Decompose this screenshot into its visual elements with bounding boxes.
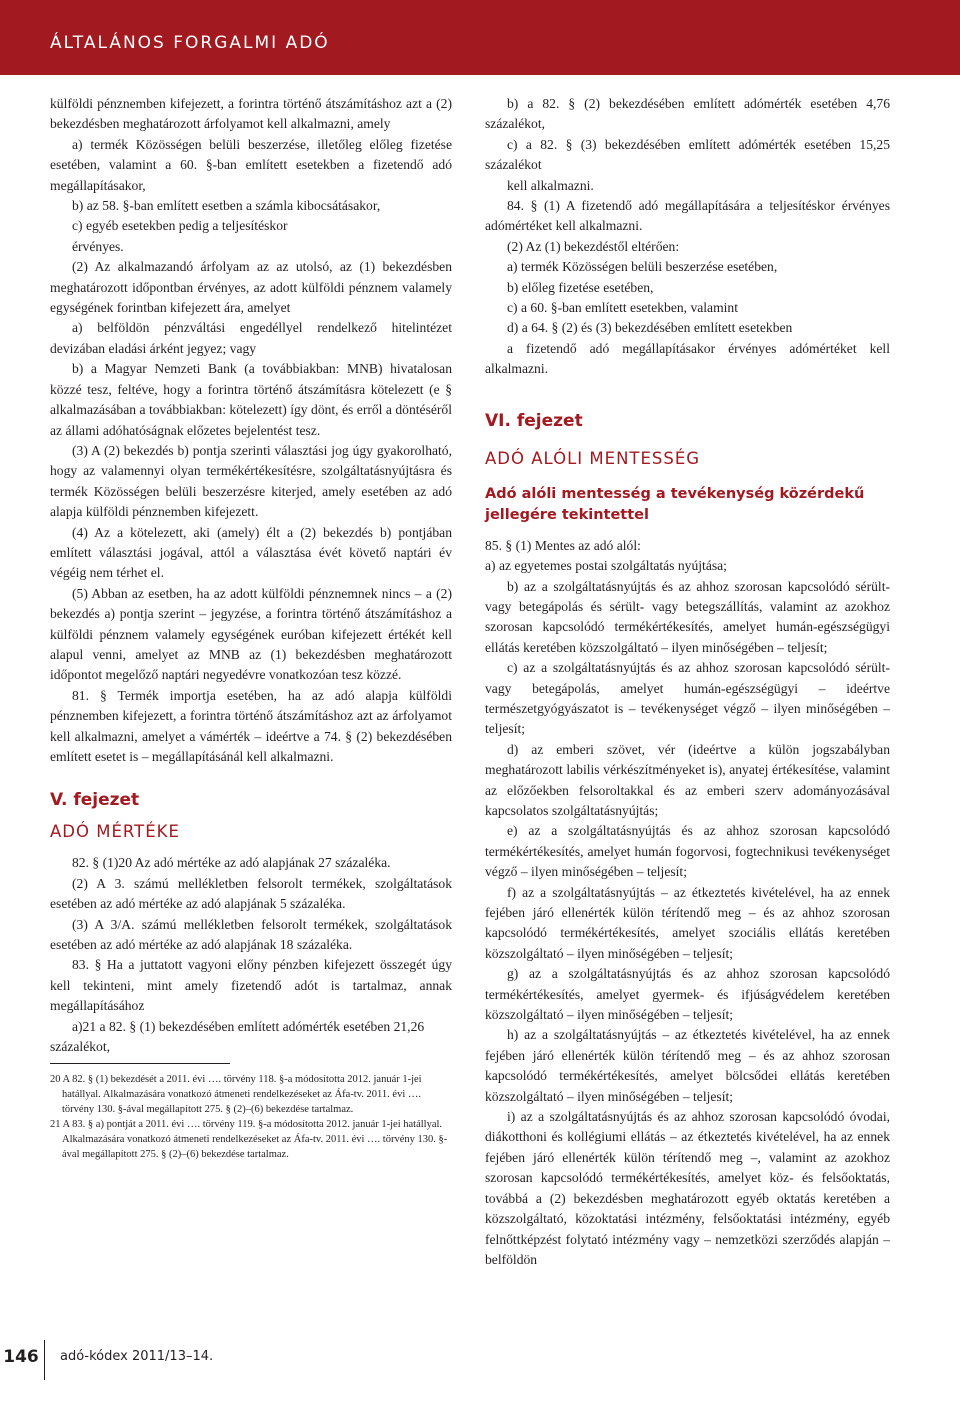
paragraph: b) a 82. § (2) bekezdésében említett adómérték esetében 4,76 százalékot, (485, 96, 890, 132)
paragraph: (2) Az alkalmazandó árfolyam az az utolsó, az (1) bekezdésben meghatározott időpontban érvényes, az adott külföldi pénznem valamely egységének forintban kifejezett ára, amelyet (50, 259, 452, 316)
chapter-heading: V. fejezet (50, 790, 140, 811)
paragraph: a)21 a 82. § (1) bekezdésében említett adómérték esetében 21,26 százalékot, (50, 1018, 425, 1055)
paragraph: (3) A 3/A. számú mellékletben felsorolt termékek, szolgáltatások esetében az adó mértéke az adó alapjának 18 százaléka. (50, 916, 452, 953)
paragraph: érvényes. (72, 238, 124, 254)
footer-divider (44, 1340, 45, 1380)
paragraph: b) előleg fizetése esetében, (507, 279, 654, 295)
section-title: Adó alóli mentesség a tevékenység közérdekű jellegére tekintettel (485, 485, 865, 523)
left-column (50, 94, 452, 1162)
footnote-divider (50, 1063, 230, 1064)
paragraph: e) az a szolgáltatásnyújtás és az ahhoz szorosan kapcsolódó termékértékesítés, amelyet humán fogorvosi, fogtechnikusi tevékenységet végző – ilyen minőségében – teljesít; (485, 823, 890, 880)
paragraph: a) termék Közösségen belüli beszerzése esetében, (507, 259, 778, 275)
paragraph: c) egyéb esetekben pedig a teljesítéskor (72, 218, 288, 234)
paragraph: d) az emberi szövet, vér (ideértve a külön jogszabályban meghatározott labilis vérkészítményeket is), anyatej értékesítése, valamint az előzőekben felsoroltakkal és az emberi szerv adományozásával kapcsolatos szolgáltatásnyújtás; (485, 741, 890, 818)
paragraph: b) a Magyar Nemzeti Bank (a továbbiakban: MNB) hivatalosan közzé tesz, feltéve, hogy a forintra történő átszámításra kötelezett (e § alkalmazásában a továbbiakban: kötelezett) így dönt, és erről a döntéséről az állami adóhatóságnak előzetes bejelentést tesz. (50, 361, 452, 438)
footnote: 21 A 83. § a) pontját a 2011. évi …. törvény 119. §-a módosította 2012. január 1-jei hatállyal. Alkalmazására vonatkozó átmeneti rendelkezéseket az Áfa-tv. 2011. évi …. törvény 130. §-ával megállapított 275. § (2)–(6) bekezdése tartalmaz. (50, 1119, 448, 1161)
running-head-title: ÁLTALÁNOS FORGALMI ADÓ (50, 33, 330, 53)
paragraph: a) belföldön pénzváltási engedéllyel rendelkező hitelintézet devizában eladási árként jegyez; vagy (50, 320, 452, 356)
paragraph: d) a 64. § (2) és (3) bekezdésében említett esetekben (507, 320, 793, 336)
paragraph: 81. § Termék importja esetében, ha az adó alapja külföldi pénznemben kifejezett, a forintra történő átszámításhoz azt az árfolyamot kell alkalmazni, amelyet a vámérték – ideértve a 74. § (2) bekezdésében említett esetet is – megállapításánál kell alkalmazni. (50, 687, 452, 764)
paragraph: b) az a szolgáltatásnyújtás és az ahhoz szorosan kapcsolódó sérült- vagy betegápolás és sérült- vagy betegszállítás, valamint az azokhoz szorosan kapcsolódó termékértékesítés, amelyet humán-egészségügyi ellátás keretében közszolgáltató – ilyen minőségében – teljesít; (485, 578, 890, 655)
paragraph: h) az a szolgáltatásnyújtás – az étkeztetés kivételével, ha az ennek fejében járó ellenérték külön térítendő meg – és az ahhoz szorosan kapcsolódó termékértékesítés, amelyet bölcsődei ellátás keretében közszolgáltató – ilyen minőségében – teljesít; (485, 1027, 890, 1104)
paragraph: (3) A (2) bekezdés b) pontja szerinti választási jog úgy gyakorolható, hogy az valamennyi olyan termékértékesítésre, szolgáltatásnyújtásra és termék Közösségen belüli beszerzésre kiterjed, amely esetében az adó alapja külföldi pénznemben kifejezett. (50, 442, 452, 520)
page-number: 146 (3, 1347, 39, 1367)
chapter-title: ADÓ ALÓLI MENTESSÉG (485, 448, 701, 468)
paragraph: (2) A 3. számú mellékletben felsorolt termékek, szolgáltatások esetében az adó mértéke az adó alapjának 5 százaléka. (50, 875, 452, 912)
paragraph: a) az egyetemes postai szolgáltatás nyújtása; (485, 558, 727, 574)
chapter-title: ADÓ MÉRTÉKE (50, 822, 180, 842)
paragraph: külföldi pénznemben kifejezett, a forintra történő átszámításhoz azt a (2) bekezdésben meghatározott árfolyamot kell alkalmazni, amely (50, 96, 452, 132)
paragraph: (2) Az (1) bekezdéstől eltérően: (507, 238, 680, 254)
paragraph: a) termék Közösségen belüli beszerzése, illetőleg előleg fizetése esetében, valamint a 60. §-ban említett esetekben a fizetendő adó megállapításakor, (50, 136, 452, 193)
paragraph: (5) Abban az esetben, ha az adott külföldi pénznemnek nincs – a (2) bekezdés a) pontja szerint – jegyzése, a forintra történő átszámításhoz a külföldi pénznem valamely egységének euróban kifejezett értékét kell alapul venni, amelyet az MNB az (1) bekezdésben meghatározott időpontot megelőző naptári negyedévre vonatkozóan tesz közzé. (50, 585, 452, 683)
page-header (0, 0, 960, 75)
paragraph: 85. § (1) Mentes az adó alól: (485, 537, 641, 553)
paragraph: i) az a szolgáltatásnyújtás és az ahhoz szorosan kapcsolódó óvodai, diákotthoni és kollégiumi ellátás – az étkeztetés kivételével, ha az ennek fejében járó ellenérték külön térítendő meg –, valamint az azokhoz szorosan kapcsolódó termékértékesítés, amelyet köz- és felsőoktatás, továbbá a (2) bekezdésben meghatározott egyéb oktatás keretében a közszolgáltató, közoktatási intézmény, felsőoktatási intézmény, egyéb felnőttképzést folytató intézmény vagy – nemzetközi szerződés alapján – belföldön (485, 1109, 890, 1267)
paragraph: c) a 60. §-ban említett esetekben, valamint (507, 300, 739, 316)
paragraph: 83. § Ha a juttatott vagyoni előny pénzben kifejezett összegét úgy kell tekinteni, mint amely fizetendő adót is tartalmaz, annak megállapításához (50, 957, 452, 1014)
paragraph: b) az 58. §-ban említett esetben a számla kibocsátásakor, (72, 198, 381, 214)
paragraph: kell alkalmazni. (507, 177, 594, 193)
chapter-heading: VI. fejezet (485, 410, 583, 431)
paragraph: (4) Az a kötelezett, aki (amely) élt a (2) bekezdés b) pontjában említett választási jogával, attól a választása évét követő naptári év végéig nem térhet el. (50, 524, 452, 581)
publication-name: adó-kódex 2011/13–14. (60, 1349, 214, 1364)
paragraph: c) az a szolgáltatásnyújtás és az ahhoz szorosan kapcsolódó sérült- vagy betegápolás, amelyet humán-egészségügyi – ideértve természetgyógyászatot is – tevékenységet végző – ilyen minőségében – teljesít; (485, 660, 890, 737)
footnote: 20 A 82. § (1) bekezdését a 2011. évi …. törvény 118. §-a módosította 2012. január 1-jei hatállyal. Alkalmazására vonatkozó átmeneti rendelkezéseket az Áfa-tv. 2011. évi …. törvény 130. §-ával megállapított 275. § (2)–(6) bekezdése tartalmaz. (50, 1074, 422, 1116)
right-column (485, 94, 890, 1270)
paragraph: 82. § (1)20 Az adó mértéke az adó alapjának 27 százaléka. (72, 855, 391, 871)
paragraph: a fizetendő adó megállapításakor érvényes adómértéket kell alkalmazni. (485, 340, 890, 377)
paragraph: f) az a szolgáltatásnyújtás – az étkeztetés kivételével, ha az ennek fejében járó ellenérték külön térítendő meg – és az ahhoz szorosan kapcsolódó termékértékesítés, amelyet szociális ellátás keretében közszolgáltató – ilyen minőségében – teljesít; (485, 884, 890, 961)
paragraph: 84. § (1) A fizetendő adó megállapítására a teljesítéskor érvényes adómértéket kell alkalmazni. (485, 198, 890, 234)
paragraph: c) a 82. § (3) bekezdésében említett adómérték esetében 15,25 százalékot (485, 136, 890, 173)
page-footer (0, 1340, 960, 1380)
paragraph: g) az a szolgáltatásnyújtás és az ahhoz szorosan kapcsolódó termékértékesítés, amelyet gyermek- és ifjúságvédelem keretében közszolgáltató – ilyen minőségében – teljesít; (485, 966, 890, 1023)
